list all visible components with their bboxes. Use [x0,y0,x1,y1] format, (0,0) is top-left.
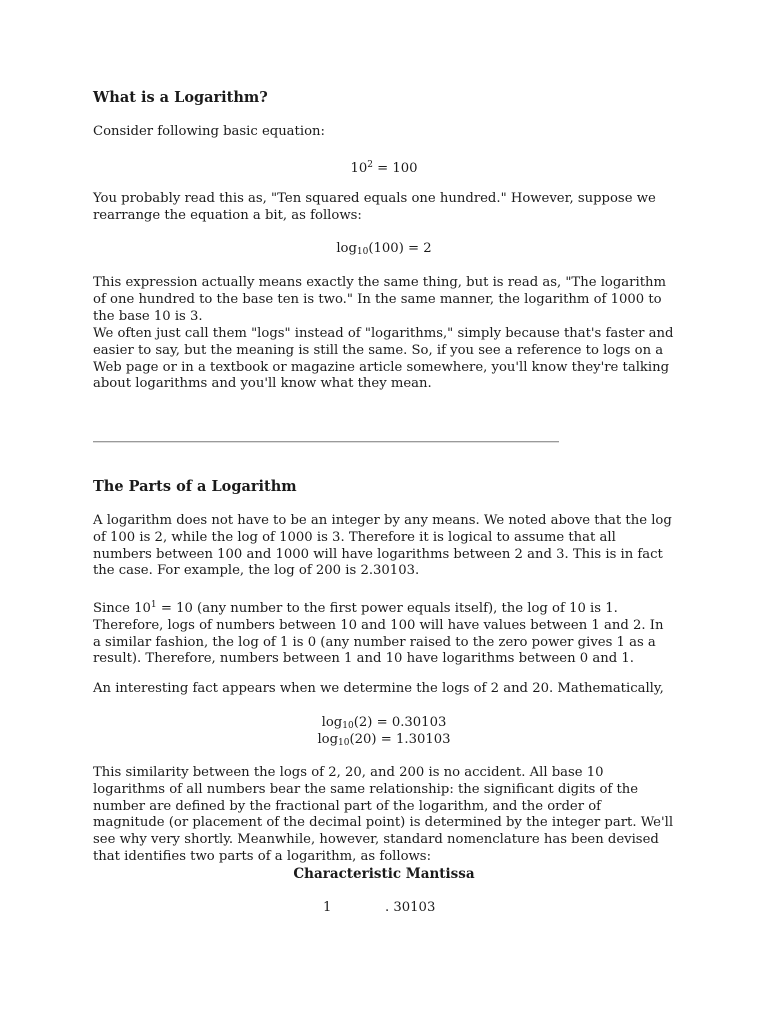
parts-header: Characteristic Mantissa [293,866,475,882]
eq1-subscript: 10 [342,721,354,731]
equation-log100 [93,241,675,261]
log-base-subscript: 10 [356,247,369,257]
eq2-subscript: 10 [338,738,350,748]
para2-lead: Since 10 [93,601,151,616]
paragraph-meaning: This expression actually means exactly the same thing, but is read as, "The logarithm of one hundred to the base ten is two." In the same manner, the logarithm of 1000 to the base 10 is 3. [93,275,666,324]
section-title-parts-of-logarithm: The Parts of a Logarithm [93,478,297,495]
equation-squared [93,157,675,178]
section-title-what-is-logarithm: What is a Logarithm? [93,89,268,106]
eq2-rest: (20) = 1.30103 [349,732,451,747]
paragraph-since-10 [93,597,675,668]
parts-values [93,900,675,917]
eq1-prefix: log [321,715,343,730]
para2-exponent: 1 [150,600,157,610]
horizontal-divider [93,441,559,443]
mantissa-value: . 30103 [385,900,436,915]
equation-result: = 100 [372,161,418,176]
eq2-prefix: log [317,732,339,747]
characteristic-value: 1 [323,900,332,915]
para2-rest: = 10 (any number to the first power equals itself), the log of 10 is 1. Therefore, logs of numbers between 10 and 100 will have values between 1 and 2. In a similar fashion, the log of 1 is 0 (any number raised to the zero power gives 1 as a result). Therefore, numbers between 1 and 10 have logarithms between 0 and 1. [93,601,664,667]
equation-base: 10 [350,161,368,176]
log-prefix: log [336,241,357,256]
paragraph-interesting-fact: An interesting fact appears when we determine the logs of 2 and 20. Mathematically, [93,681,664,696]
equation-log20 [93,732,675,752]
eq1-rest: (2) = 0.30103 [353,715,447,730]
log-expression: (100) = 2 [368,241,432,256]
paragraph-rearrange: You probably read this as, "Ten squared equals one hundred." However, suppose we rearrange the equation a bit, as follows: [93,191,656,223]
paragraph-logs-nickname: We often just call them "logs" instead of "logarithms," simply because that's faster and easier to say, but the meaning is still the same. So, if you see a reference to logs on a Web page or in a textbook or magazine article somewhere, you'll know they're talking about logarithms and you'll know what they mean. [93,326,674,392]
paragraph-not-integer: A logarithm does not have to be an integer by any means. We noted above that the log of 100 is 2, while the log of 1000 is 3. Therefore it is logical to assume that all numbers between 100 and 1000 will have logarithms between 2 and 3. This is in fact the case. For example, the log of 200 is 2.30103. [93,513,672,579]
paragraph-similarity: This similarity between the logs of 2, 20, and 200 is no accident. All base 10 logarithms of all numbers bear the same relationship: the significant digits of the number are defined by the fractional part of the logarithm, and the order of magnitude (or placement of the decimal point) is determined by the integer part. We'll see why very shortly. Meanwhile, however, standard nomenclature has been devised that identifies two parts of a logarithm, as follows: [93,765,674,864]
equation-exponent: 2 [367,160,373,170]
intro-text: Consider following basic equation: [93,124,325,139]
